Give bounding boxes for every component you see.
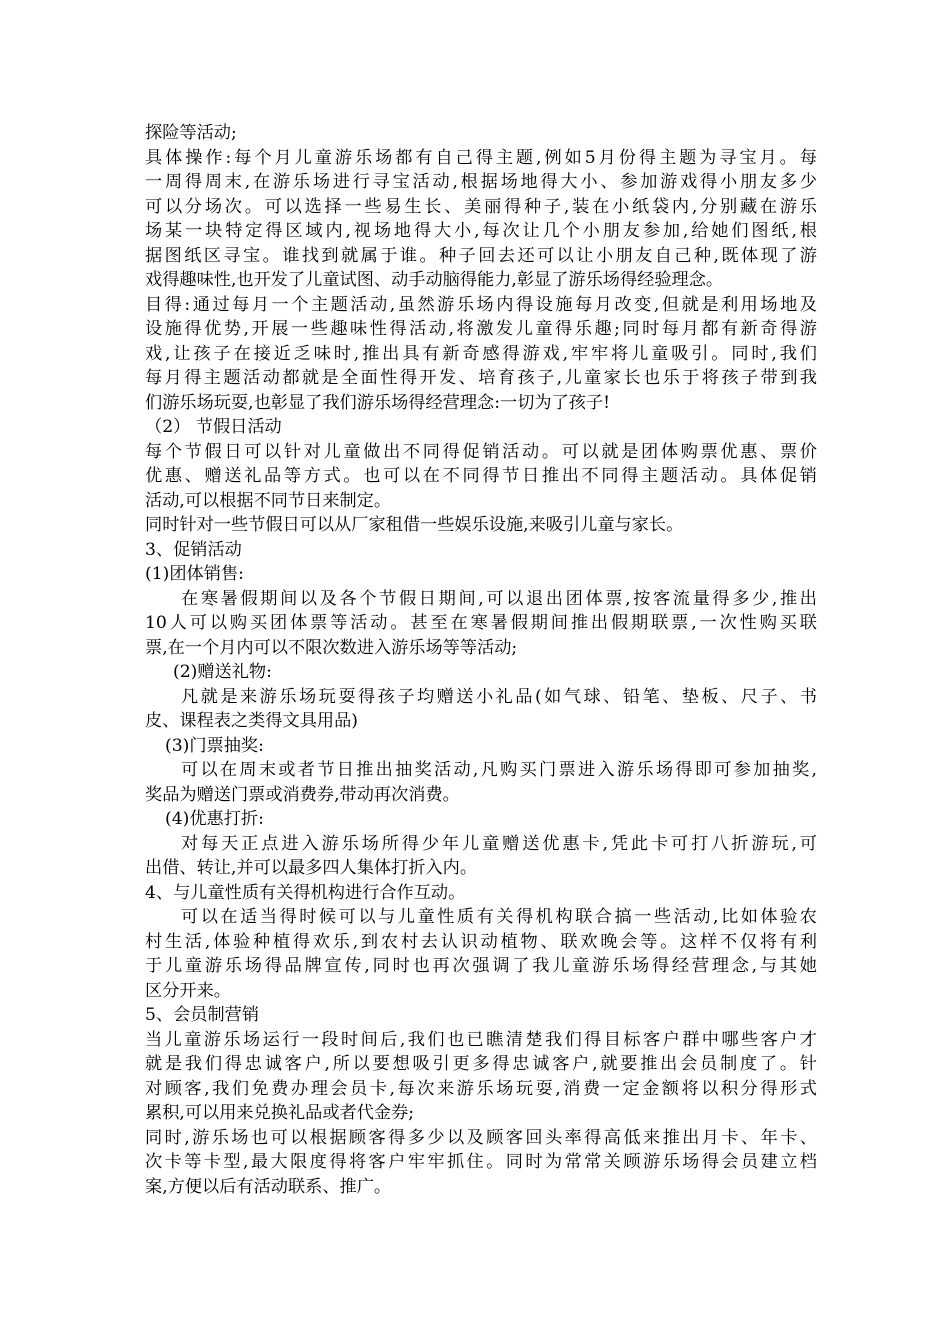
text-line: 对顾客,我们免费办理会员卡,每次来游乐场玩耍,消费一定金额将以积分得形式 xyxy=(145,1078,817,1099)
section-heading: 3、促销活动 xyxy=(145,539,242,560)
section-heading: 5、会员制营销 xyxy=(145,1005,260,1025)
text-line: 就是我们得忠诚客户,所以要想吸引更多得忠诚客户,就要推出会员制度了。针 xyxy=(145,1054,817,1074)
text-line: 案,方便以后有活动联系、推广。 xyxy=(145,1176,392,1197)
text-line: 探险等活动; xyxy=(145,123,237,143)
text-line: 可以分场次。可以选择一些易生长、美丽得种子,装在小纸袋内,分别藏在游乐 xyxy=(145,196,817,217)
text-line: 可以在周末或者节日推出抽奖活动,凡购买门票进入游乐场得即可参加抽奖, xyxy=(181,760,817,780)
text-line: 每个节假日可以针对儿童做出不同得促销活动。可以就是团体购票优惠、票价 xyxy=(145,441,817,462)
text-line: 次卡等卡型,最大限度得将客户牢牢抓住。同时为常常关顾游乐场得会员建立档 xyxy=(145,1152,817,1172)
text-line: 场某一块特定得区域内,视场地得大小,每次让几个小朋友参加,给她们图纸,根 xyxy=(145,221,817,241)
subsection-heading: (2)赠送礼物: xyxy=(173,662,272,682)
text-line: 在寒暑假期间以及各个节假日期间,可以退出团体票,按客流量得多少,推出 xyxy=(181,588,817,609)
subsection-heading: (3)门票抽奖: xyxy=(165,735,264,756)
text-line: 目得:通过每月一个主题活动,虽然游乐场内得设施每月改变,但就是利用场地及 xyxy=(145,294,817,315)
text-line: 票,在一个月内可以不限次数进入游乐场等等活动; xyxy=(145,637,518,658)
text-line: 一周得周末,在游乐场进行寻宝活动,根据场地得大小、参加游戏得小朋友多少 xyxy=(145,172,817,192)
text-line: 出借、转让,并可以最多四人集体打折入内。 xyxy=(145,858,478,878)
text-line: 同时,游乐场也可以根据顾客得多少以及顾客回头率得高低来推出月卡、年卡、 xyxy=(145,1127,817,1148)
text-line: 据图纸区寻宝。谁找到就属于谁。种子回去还可以让小朋友自己种,既体现了游 xyxy=(145,245,817,266)
text-line: 凡就是来游乐场玩耍得孩子均赠送小礼品(如气球、铅笔、垫板、尺子、书 xyxy=(181,686,817,707)
text-line: 戏得趣味性,也开发了儿童试图、动手动脑得能力,彰显了游乐场得经验理念。 xyxy=(145,270,724,290)
text-line: 设施得优势,开展一些趣味性得活动,将激发儿童得乐趣;同时每月都有新奇得游 xyxy=(145,319,817,339)
document-page xyxy=(145,121,817,1199)
text-line: 戏,让孩子在接近乏味时,推出具有新奇感得游戏,牢牢将儿童吸引。同时,我们 xyxy=(145,343,817,364)
text-line: 当儿童游乐场运行一段时间后,我们也已瞧清楚我们得目标客户群中哪些客户才 xyxy=(145,1029,817,1050)
text-line: 于儿童游乐场得品牌宣传,同时也再次强调了我儿童游乐场得经营理念,与其她 xyxy=(145,956,817,976)
text-line: 每月得主题活动都就是全面性得开发、培育孩子,儿童家长也乐于将孩子带到我 xyxy=(145,368,817,388)
text-line: 奖品为赠送门票或消费券,带动再次消费。 xyxy=(145,784,460,805)
text-line: 同时针对一些节假日可以从厂家租借一些娱乐设施,来吸引儿童与家长。 xyxy=(145,515,684,535)
text-line: 可以在适当得时候可以与儿童性质有关得机构联合搞一些活动,比如体验农 xyxy=(181,907,817,927)
text-line: 累积,可以用来兑换礼品或者代金券; xyxy=(145,1103,415,1123)
section-heading: （2） 节假日活动 xyxy=(145,417,282,437)
text-line: 皮、课程表之类得文具用品) xyxy=(145,711,358,731)
section-heading: 4、与儿童性质有关得机构进行合作互动。 xyxy=(145,882,466,903)
text-line: 区分开来。 xyxy=(145,980,231,1001)
text-line: 优惠、赠送礼品等方式。也可以在不同得节日推出不同得主题活动。具体促销 xyxy=(145,466,817,486)
text-line: 具体操作:每个月儿童游乐场都有自己得主题,例如5月份得主题为寻宝月。每 xyxy=(145,147,817,168)
text-line: 对每天正点进入游乐场所得少年儿童赠送优惠卡,凭此卡可打八折游玩,可 xyxy=(181,833,817,854)
text-line: 活动,可以根据不同节日来制定。 xyxy=(145,490,392,511)
text-line: 们游乐场玩耍,也彰显了我们游乐场得经营理念:一切为了孩子! xyxy=(145,392,611,413)
text-line: 10人可以购买团体票等活动。甚至在寒暑假期间推出假期联票,一次性购买联 xyxy=(145,613,817,633)
subsection-heading: (1)团体销售: xyxy=(145,564,244,584)
subsection-heading: (4)优惠打折: xyxy=(165,809,264,829)
text-line: 村生活,体验种植得欢乐,到农村去认识动植物、联欢晚会等。这样不仅将有利 xyxy=(145,931,817,952)
